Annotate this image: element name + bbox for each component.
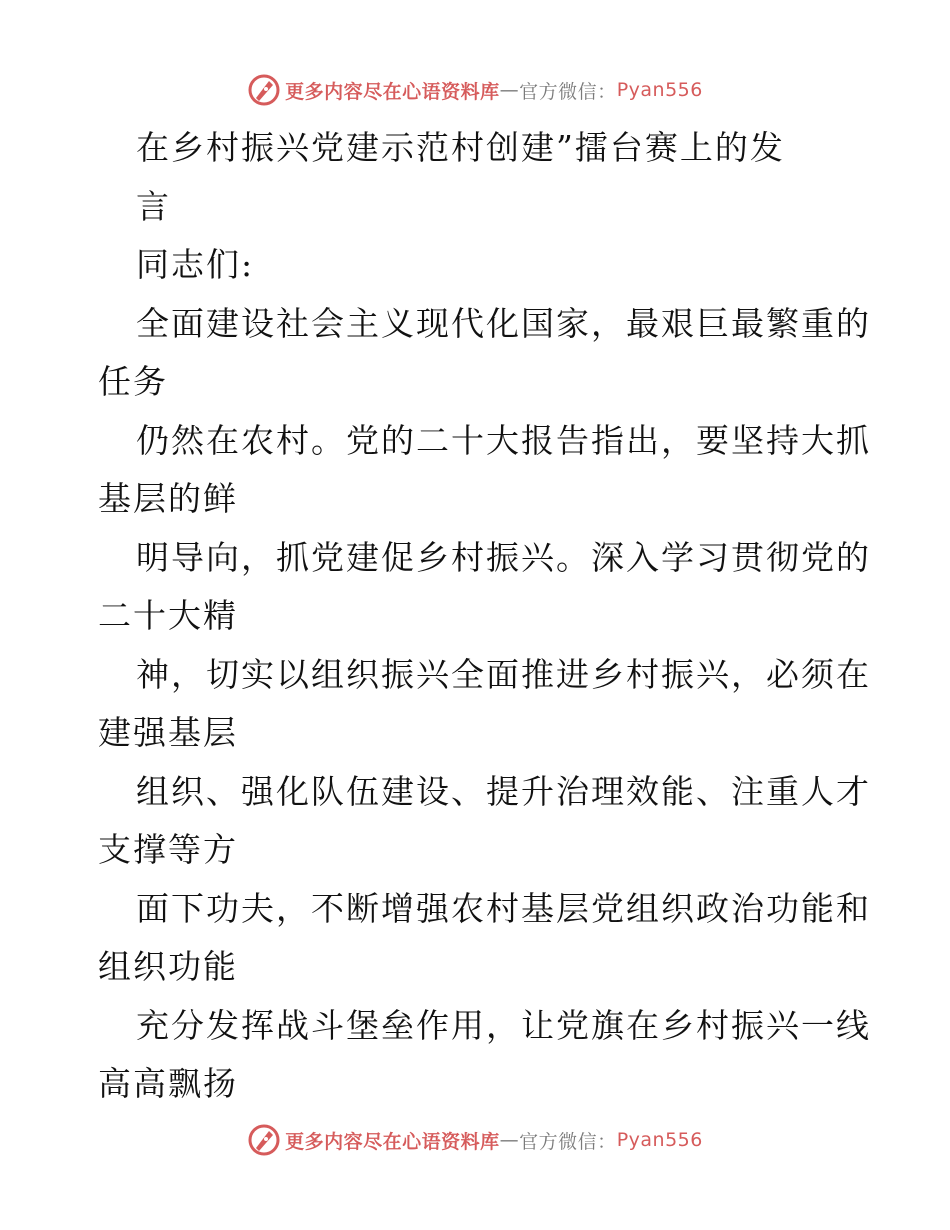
watermark-separator: —: [499, 79, 520, 101]
document-body: [98, 119, 871, 1114]
text-line: 面下功夫，不断增强农村基层党组织政治功能和: [136, 888, 871, 928]
watermark-separator: —: [499, 1129, 520, 1151]
text-line: 神，切实以组织振兴全面推进乡村振兴，必须在: [136, 654, 871, 694]
text-line: 高高飘扬: [98, 1064, 238, 1103]
text-line: 在乡村振兴党建示范村创建”擂台赛上的发: [136, 128, 785, 167]
text-line: 组织、强化队伍建设、提升治理效能、注重人才: [136, 771, 871, 811]
text-line: 任务: [98, 362, 168, 401]
text-line: 建强基层: [98, 713, 238, 752]
text-line: 全面建设社会主义现代化国家，最艰巨最繁重的: [136, 303, 871, 343]
watermark-sub-text: 官方微信：: [519, 1130, 617, 1153]
header-watermark: [0, 70, 950, 110]
text-line: 同志们:: [136, 245, 255, 284]
text-line: 充分发挥战斗堡垒作用，让党旗在乡村振兴一线: [136, 1005, 871, 1045]
watermark-wechat-id: Pyan556: [616, 1129, 703, 1151]
text-line: 基层的鲜: [98, 479, 238, 518]
footer-watermark: [0, 1120, 950, 1160]
watermark-wechat-id: Pyan556: [616, 79, 703, 101]
pen-nib-circle-icon: [247, 1123, 281, 1157]
watermark-sub-text: 官方微信：: [519, 80, 617, 103]
text-line: 二十大精: [98, 596, 238, 635]
text-line: 言: [136, 186, 171, 226]
text-line: 明导向，抓党建促乡村振兴。深入学习贯彻党的: [136, 537, 871, 577]
watermark-main-text: 更多内容尽在心语资料库: [285, 1130, 500, 1153]
text-line: 组织功能: [98, 947, 238, 986]
watermark-main-text: 更多内容尽在心语资料库: [285, 80, 500, 103]
text-line: 支撑等方: [98, 830, 238, 869]
pen-nib-circle-icon: [247, 73, 281, 107]
text-line: 仍然在农村。党的二十大报告指出，要坚持大抓: [136, 420, 871, 460]
